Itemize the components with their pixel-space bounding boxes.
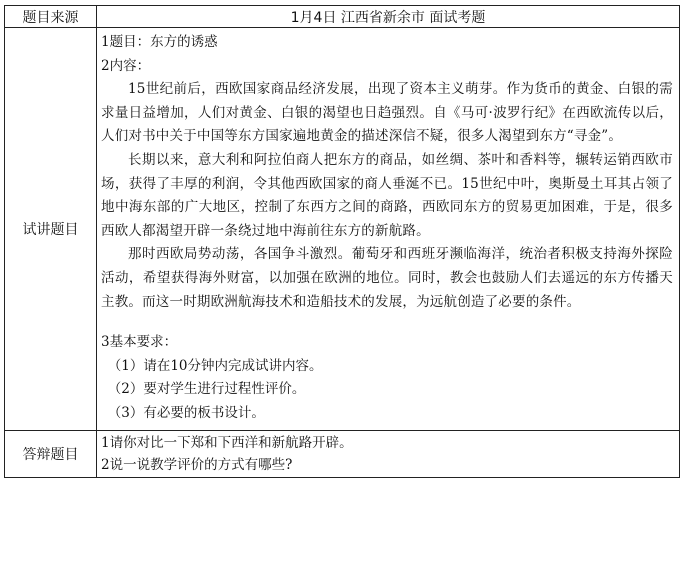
paragraph-2: 长期以来，意大利和阿拉伯商人把东方的商品，如丝绸、茶叶和香料等，辗转运销西欧市场，获得了丰厚的利润，令其他西欧国家的商人垂涎不已。15世纪中叶，奥斯曼土耳其占领了地中海东部的广大地区，控制了东西方之间的商路，西欧同东方的贸易更加困难，于是，很多西欧人都渴望开辟一条绕过地中海前往东方的新航路。: [101, 151, 673, 239]
defense-row: [5, 430, 680, 477]
source-label: 题目来源: [5, 6, 97, 28]
trial-row: [5, 28, 680, 431]
defense-label: 答辩题目: [5, 430, 97, 477]
defense-question: 2说一说教学评价的方式有哪些?: [101, 456, 293, 473]
exam-table: [4, 5, 680, 478]
paragraph-3: 那时西欧局势动荡，各国争斗激烈。葡萄牙和西班牙濒临海洋，统治者积极支持海外探险活动，希望获得海外财富，以加强在欧洲的地位。同时，教会也鼓励人们去遥远的东方传播天主教。而这一时期欧洲航海技术和造船技术的发展，为远航创造了必要的条件。: [101, 246, 673, 310]
content-heading: 2内容：: [101, 57, 151, 74]
requirement-item: （2）要对学生进行过程性评价。: [107, 381, 306, 398]
requirements-heading: 3基本要求：: [101, 334, 178, 351]
requirement-item: （1）请在10分钟内完成试讲内容。: [107, 357, 323, 374]
topic-line: 1题目：东方的诱惑: [101, 34, 218, 50]
defense-content: [97, 430, 680, 477]
header-row: [5, 6, 680, 28]
trial-label: 试讲题目: [5, 28, 97, 431]
spacer: [101, 314, 673, 331]
defense-question: 1请你对比一下郑和下西洋和新航路开辟。: [101, 434, 353, 451]
trial-content: [97, 28, 680, 431]
exam-title: 1月4日 江西省新余市 面试考题: [97, 6, 680, 28]
requirement-item: （3）有必要的板书设计。: [107, 404, 265, 421]
paragraph-1: 15世纪前后，西欧国家商品经济发展，出现了资本主义萌芽。作为货币的黄金、白银的需求量日益增加，人们对黄金、白银的渴望也日趋强烈。自《马可·波罗行纪》在西欧流传以后，人们对书中关于中国等东方国家遍地黄金的描述深信不疑，很多人渴望到东方“寻金”。: [101, 81, 673, 145]
